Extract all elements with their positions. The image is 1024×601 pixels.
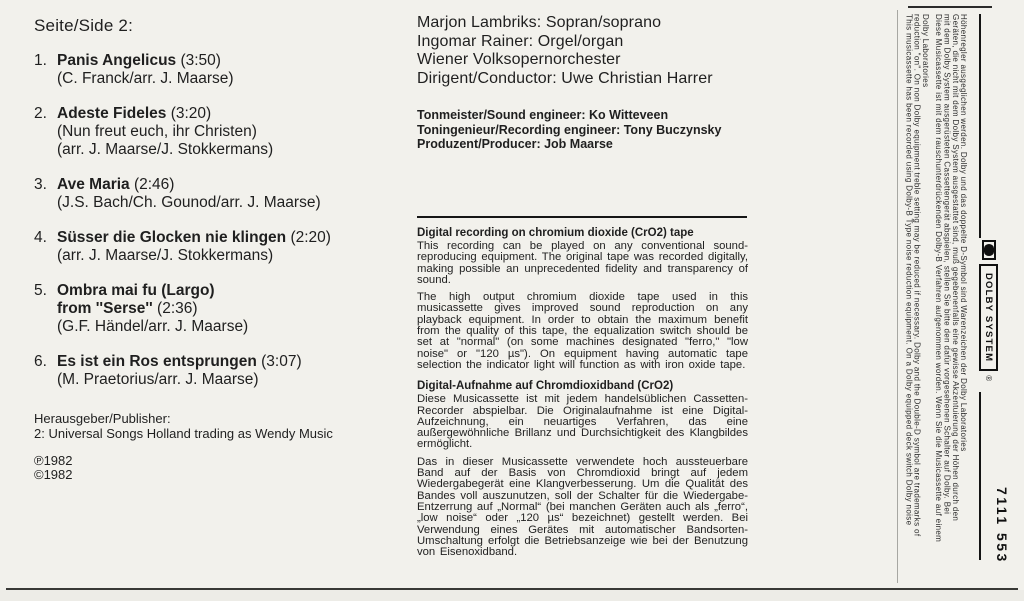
credit-line: Ingomar Rainer: Orgel/organ bbox=[417, 32, 624, 50]
copyright-block bbox=[34, 454, 404, 482]
track-credit-line: (M. Praetorius/arr. J. Maarse) bbox=[57, 371, 259, 388]
track-body bbox=[57, 52, 234, 88]
track-subtitle: from ''Serse'' bbox=[57, 300, 153, 317]
dolby-notice-line-de: Höhenregler ausgeglichen werden. Dolby und das doppelte D-Symbol sind Warenzeichen der Dolby Laboratories bbox=[959, 14, 969, 452]
section-paragraph: The high output chromium dioxide tape used in this musicassette gives improved sound reproduction on any playback equipment. In order to obtain the maximum benefit from the quality of this tape, the equalization switch should be set at "normal" (on some machines designated "ferro," "low noise" or "120 µs"). On equipment having automatic tape selection the indicator light will function as with iron oxide tape. bbox=[417, 291, 748, 371]
track-number: 4. bbox=[34, 229, 47, 246]
track-body bbox=[57, 176, 321, 212]
track-number: 6. bbox=[34, 353, 47, 370]
dolby-notice-line-de: Geräten, die nicht mit dem Dolby System ausgestattet sind, muß gegebenenfalls eine gewisse Akzentuierung der Höhen durch den bbox=[950, 14, 960, 522]
track-body bbox=[57, 282, 248, 336]
dolby-notice-line-en: Dolby Laboratories bbox=[920, 14, 930, 88]
dolby-logo-block bbox=[977, 240, 1001, 381]
publisher-label: Herausgeber/Publisher: bbox=[34, 411, 171, 426]
track-title: Es ist ein Ros entsprungen bbox=[57, 353, 257, 370]
track-body bbox=[57, 229, 331, 265]
publisher-line: 2: Universal Songs Holland trading as Wendy Music bbox=[34, 426, 333, 441]
track-title-line bbox=[57, 105, 273, 123]
track-item bbox=[34, 105, 404, 159]
fold-crease-line bbox=[897, 10, 898, 583]
track-duration: (2:36) bbox=[157, 300, 198, 317]
section-paragraph: Diese Musicassette ist mit jedem handelsüblichen Cassetten-Recorder abspielbar. Die Originalaufnahme ist eine Digital-Aufzeichnung, ein neuartiges Verfahren, das eine außergewöhnliche Brillanz und Durchsichtigkeit des Klangbildes ermöglicht. bbox=[417, 393, 748, 451]
credit-line: Dirigent/Conductor: Uwe Christian Harrer bbox=[417, 69, 713, 87]
track-title: Ombra mai fu (Largo) bbox=[57, 282, 215, 299]
track-number: 2. bbox=[34, 105, 47, 122]
track-number: 5. bbox=[34, 282, 47, 299]
side-label: Seite/Side 2: bbox=[34, 16, 133, 35]
track-body bbox=[57, 353, 302, 389]
dolby-notice-line-en: reduction "on". On non Dolby equipment treble setting may be reduced if necessary. Dolby and the Double-D symbol are trademarks of bbox=[912, 14, 922, 537]
card-top-edge bbox=[908, 6, 992, 8]
section-paragraph: Das in dieser Musicassette verwendete hoch aussteuerbare Band auf der Basis von Chromdioxid bringt auf jedem Wiedergabegerät eine Klangverbesserung. Um die Qualität des Bandes voll auszunutzen, soll der Schalter für die Wiedergabe-Entzerrung auf „Normal“ (bei manchen Geräten auch als „ferro“, „low noise“ oder „120 µs“ bezeichnet) gestellt werden. Bei Verwendung eines Gerätes mit automatischer Bandsorten-Umschaltung erfolgt die Betriebsanzeige wie bei der Benutzung von Eisenoxidband. bbox=[417, 455, 748, 559]
track-number: 3. bbox=[34, 176, 47, 193]
track-title: Panis Angelicus bbox=[57, 52, 177, 69]
credits-block bbox=[417, 14, 748, 88]
section-divider-rule bbox=[417, 216, 747, 219]
track-credit-line: (J.S. Bach/Ch. Gounod/arr. J. Maarse) bbox=[57, 194, 321, 211]
dolby-notice-line-de: mit dem Dolby System ausgerüsteten Cassettengerät abspielen, stellen Sie bitte den dafür vorgesehenen Schalter auf Dolby. Bei bbox=[942, 14, 952, 515]
section-paragraph: This recording can be played on any conventional sound-reproducing equipment. The original tape was recorded digitally, making possible an unprecedented fidelity and transparency of sound. bbox=[417, 240, 748, 286]
track-title: Süsser die Glocken nie klingen bbox=[57, 229, 287, 246]
track-item bbox=[34, 229, 404, 265]
engineers-block bbox=[417, 108, 748, 152]
track-credit-line: (arr. J. Maarse/J. Stokkermans) bbox=[57, 141, 274, 158]
catalog-number: 7111 553 bbox=[994, 487, 1010, 564]
track-title-line bbox=[57, 282, 248, 300]
dolby-double-d-icon bbox=[982, 240, 996, 260]
track-item bbox=[34, 353, 404, 389]
registered-trademark-symbol: ® bbox=[984, 375, 994, 382]
track-duration: (3:50) bbox=[180, 52, 221, 69]
engineer-line: Tonmeister/Sound engineer: Ko Witteveen bbox=[417, 108, 669, 122]
track-title-line bbox=[57, 176, 321, 194]
section-heading: Digital recording on chromium dioxide (CrO2) tape bbox=[417, 227, 694, 239]
track-title-line bbox=[57, 353, 302, 371]
track-duration: (2:46) bbox=[133, 176, 175, 193]
track-item bbox=[34, 52, 404, 88]
section-heading: Digital-Aufnahme auf Chromdioxidband (CrO2) bbox=[417, 380, 674, 393]
track-title: Adeste Fideles bbox=[57, 105, 167, 122]
track-number: 1. bbox=[34, 52, 47, 69]
publisher-block bbox=[34, 411, 404, 441]
track-body bbox=[57, 105, 273, 159]
scan-margin-strip bbox=[0, 590, 1024, 601]
track-list bbox=[34, 52, 404, 389]
engineer-line: Toningenieur/Recording engineer: Tony Buczynsky bbox=[417, 122, 722, 137]
track-credit-line: (Nun freut euch, ihr Christen) bbox=[57, 123, 257, 140]
credit-line: Wiener Volksopernorchester bbox=[417, 51, 621, 68]
dolby-rule-upper bbox=[979, 14, 981, 238]
track-credit-line: (C. Franck/arr. J. Maarse) bbox=[57, 70, 234, 87]
notes-column bbox=[417, 14, 748, 564]
dolby-notice-line-de: Diese Musicassette ist mit dem rauschunterdrückenden Dolby-B Verfahren aufgenommen worden. Wenn Sie die Musicassette auf einem bbox=[934, 14, 944, 543]
tracklist-column bbox=[34, 16, 404, 482]
track-title: Ave Maria bbox=[57, 176, 130, 193]
track-credit-line: (G.F. Händel/arr. J. Maarse) bbox=[57, 318, 249, 335]
track-title-line bbox=[57, 52, 234, 70]
track-duration: (3:20) bbox=[170, 105, 212, 122]
dolby-system-box: DOLBY SYSTEM bbox=[980, 264, 999, 371]
engineer-line: Produzent/Producer: Job Maarse bbox=[417, 137, 613, 151]
track-item bbox=[34, 176, 404, 212]
track-title-line-2 bbox=[57, 300, 248, 318]
track-credit-line: (arr. J. Maarse/J. Stokkermans) bbox=[57, 247, 274, 264]
copyright-year: ©1982 bbox=[34, 467, 73, 482]
track-title-line bbox=[57, 229, 331, 247]
track-duration: (2:20) bbox=[290, 229, 331, 246]
phonogram-year: ℗1982 bbox=[34, 453, 73, 468]
dolby-notice-rotated-text bbox=[904, 14, 967, 594]
track-duration: (3:07) bbox=[261, 353, 302, 370]
recording-notes-sections bbox=[417, 227, 748, 558]
track-item bbox=[34, 282, 404, 336]
credit-line: Marjon Lambriks: Sopran/soprano bbox=[417, 14, 662, 31]
dolby-notice-line-en: This musicassette has been recorded using Dolby-B Type noise reduction equipment. On a Dolby equipped deck switch Dolby noise bbox=[904, 14, 914, 526]
dolby-rule-lower bbox=[979, 392, 981, 560]
